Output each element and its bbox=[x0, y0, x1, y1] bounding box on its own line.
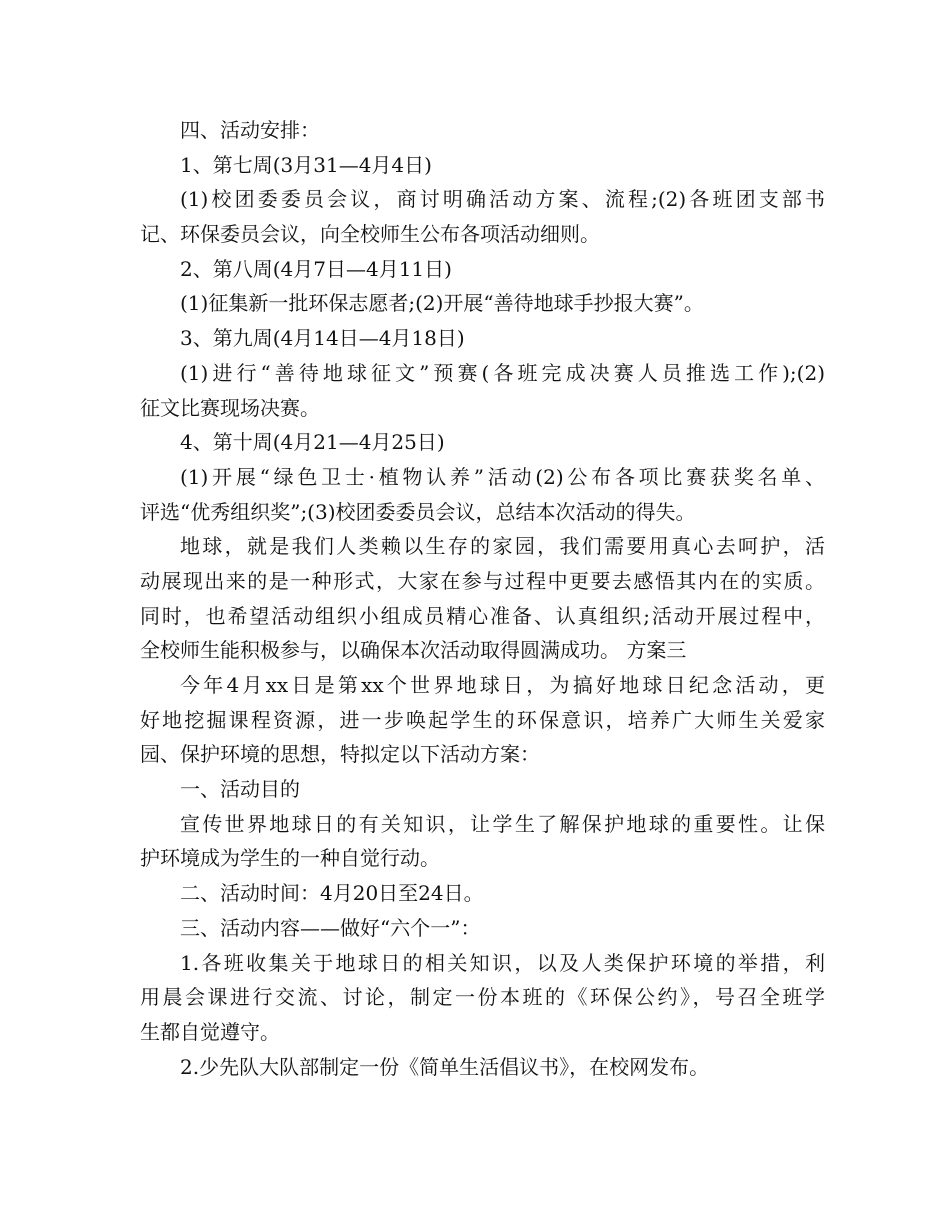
text-line: 1.各班收集关于地球日的相关知识，以及人类保护环境的举措，利 bbox=[180, 950, 825, 975]
text-line: 1、第七周(3月31—4月4日) bbox=[180, 152, 432, 177]
text-line: 护环境成为学生的一种自觉行动。 bbox=[140, 846, 440, 871]
text-line: 地球，就是我们人类赖以生存的家园，我们需要用真心去呵护，活 bbox=[180, 534, 825, 559]
text-line: 一、活动目的 bbox=[180, 777, 300, 802]
text-line: 用晨会课进行交流、讨论，制定一份本班的《环保公约》，号召全班学 bbox=[140, 985, 825, 1010]
text-line: 好地挖掘课程资源，进一步唤起学生的环保意识，培养广大师生关爱家 bbox=[140, 707, 825, 732]
text-line: 生都自觉遵守。 bbox=[140, 1019, 280, 1044]
text-line: 今年4月xx日是第xx个世界地球日，为搞好地球日纪念活动，更 bbox=[180, 673, 825, 697]
text-line: 征文比赛现场决赛。 bbox=[140, 395, 320, 420]
text-line: 全校师生能积极参与，以确保本次活动取得圆满成功。 方案三 bbox=[140, 638, 687, 663]
text-line: 园、保护环境的思想，特拟定以下活动方案： bbox=[140, 742, 540, 767]
text-line: 三、活动内容——做好“六个一”： bbox=[180, 915, 481, 940]
text-line: 4、第十周(4月21—4月25日) bbox=[180, 430, 445, 455]
text-line: (1)征集新一批环保志愿者;(2)开展“善待地球手抄报大赛”。 bbox=[180, 291, 704, 316]
document-body bbox=[140, 113, 825, 1084]
text-line: 2.少先队大队部制定一份《简单生活倡议书》，在校网发布。 bbox=[180, 1054, 710, 1079]
text-line: 动展现出来的是一种形式，大家在参与过程中更要去感悟其内在的实质。 bbox=[140, 568, 825, 593]
text-line: 记、环保委员会议，向全校师生公布各项活动细则。 bbox=[140, 222, 600, 247]
text-line: 二、活动时间：4月20日至24日。 bbox=[180, 881, 484, 906]
text-line: 宣传世界地球日的有关知识，让学生了解保护地球的重要性。让保 bbox=[180, 811, 825, 836]
text-line: 2、第八周(4月7日—4月11日) bbox=[180, 256, 452, 281]
text-line: (1)校团委委员会议，商讨明确活动方案、流程;(2)各班团支部书 bbox=[180, 187, 825, 212]
text-line: 3、第九周(4月14日—4月18日) bbox=[180, 326, 465, 351]
text-line: 四、活动安排： bbox=[180, 118, 320, 142]
text-line: 同时，也希望活动组织小组成员精心准备、认真组织;活动开展过程中， bbox=[140, 603, 825, 628]
text-line: (1)进行“善待地球征文”预赛(各班完成决赛人员推选工作);(2) bbox=[180, 360, 825, 385]
text-line: (1)开展“绿色卫士·植物认养”活动(2)公布各项比赛获奖名单、 bbox=[180, 464, 825, 489]
text-line: 评选“优秀组织奖”;(3)校团委委员会议，总结本次活动的得失。 bbox=[140, 499, 696, 524]
